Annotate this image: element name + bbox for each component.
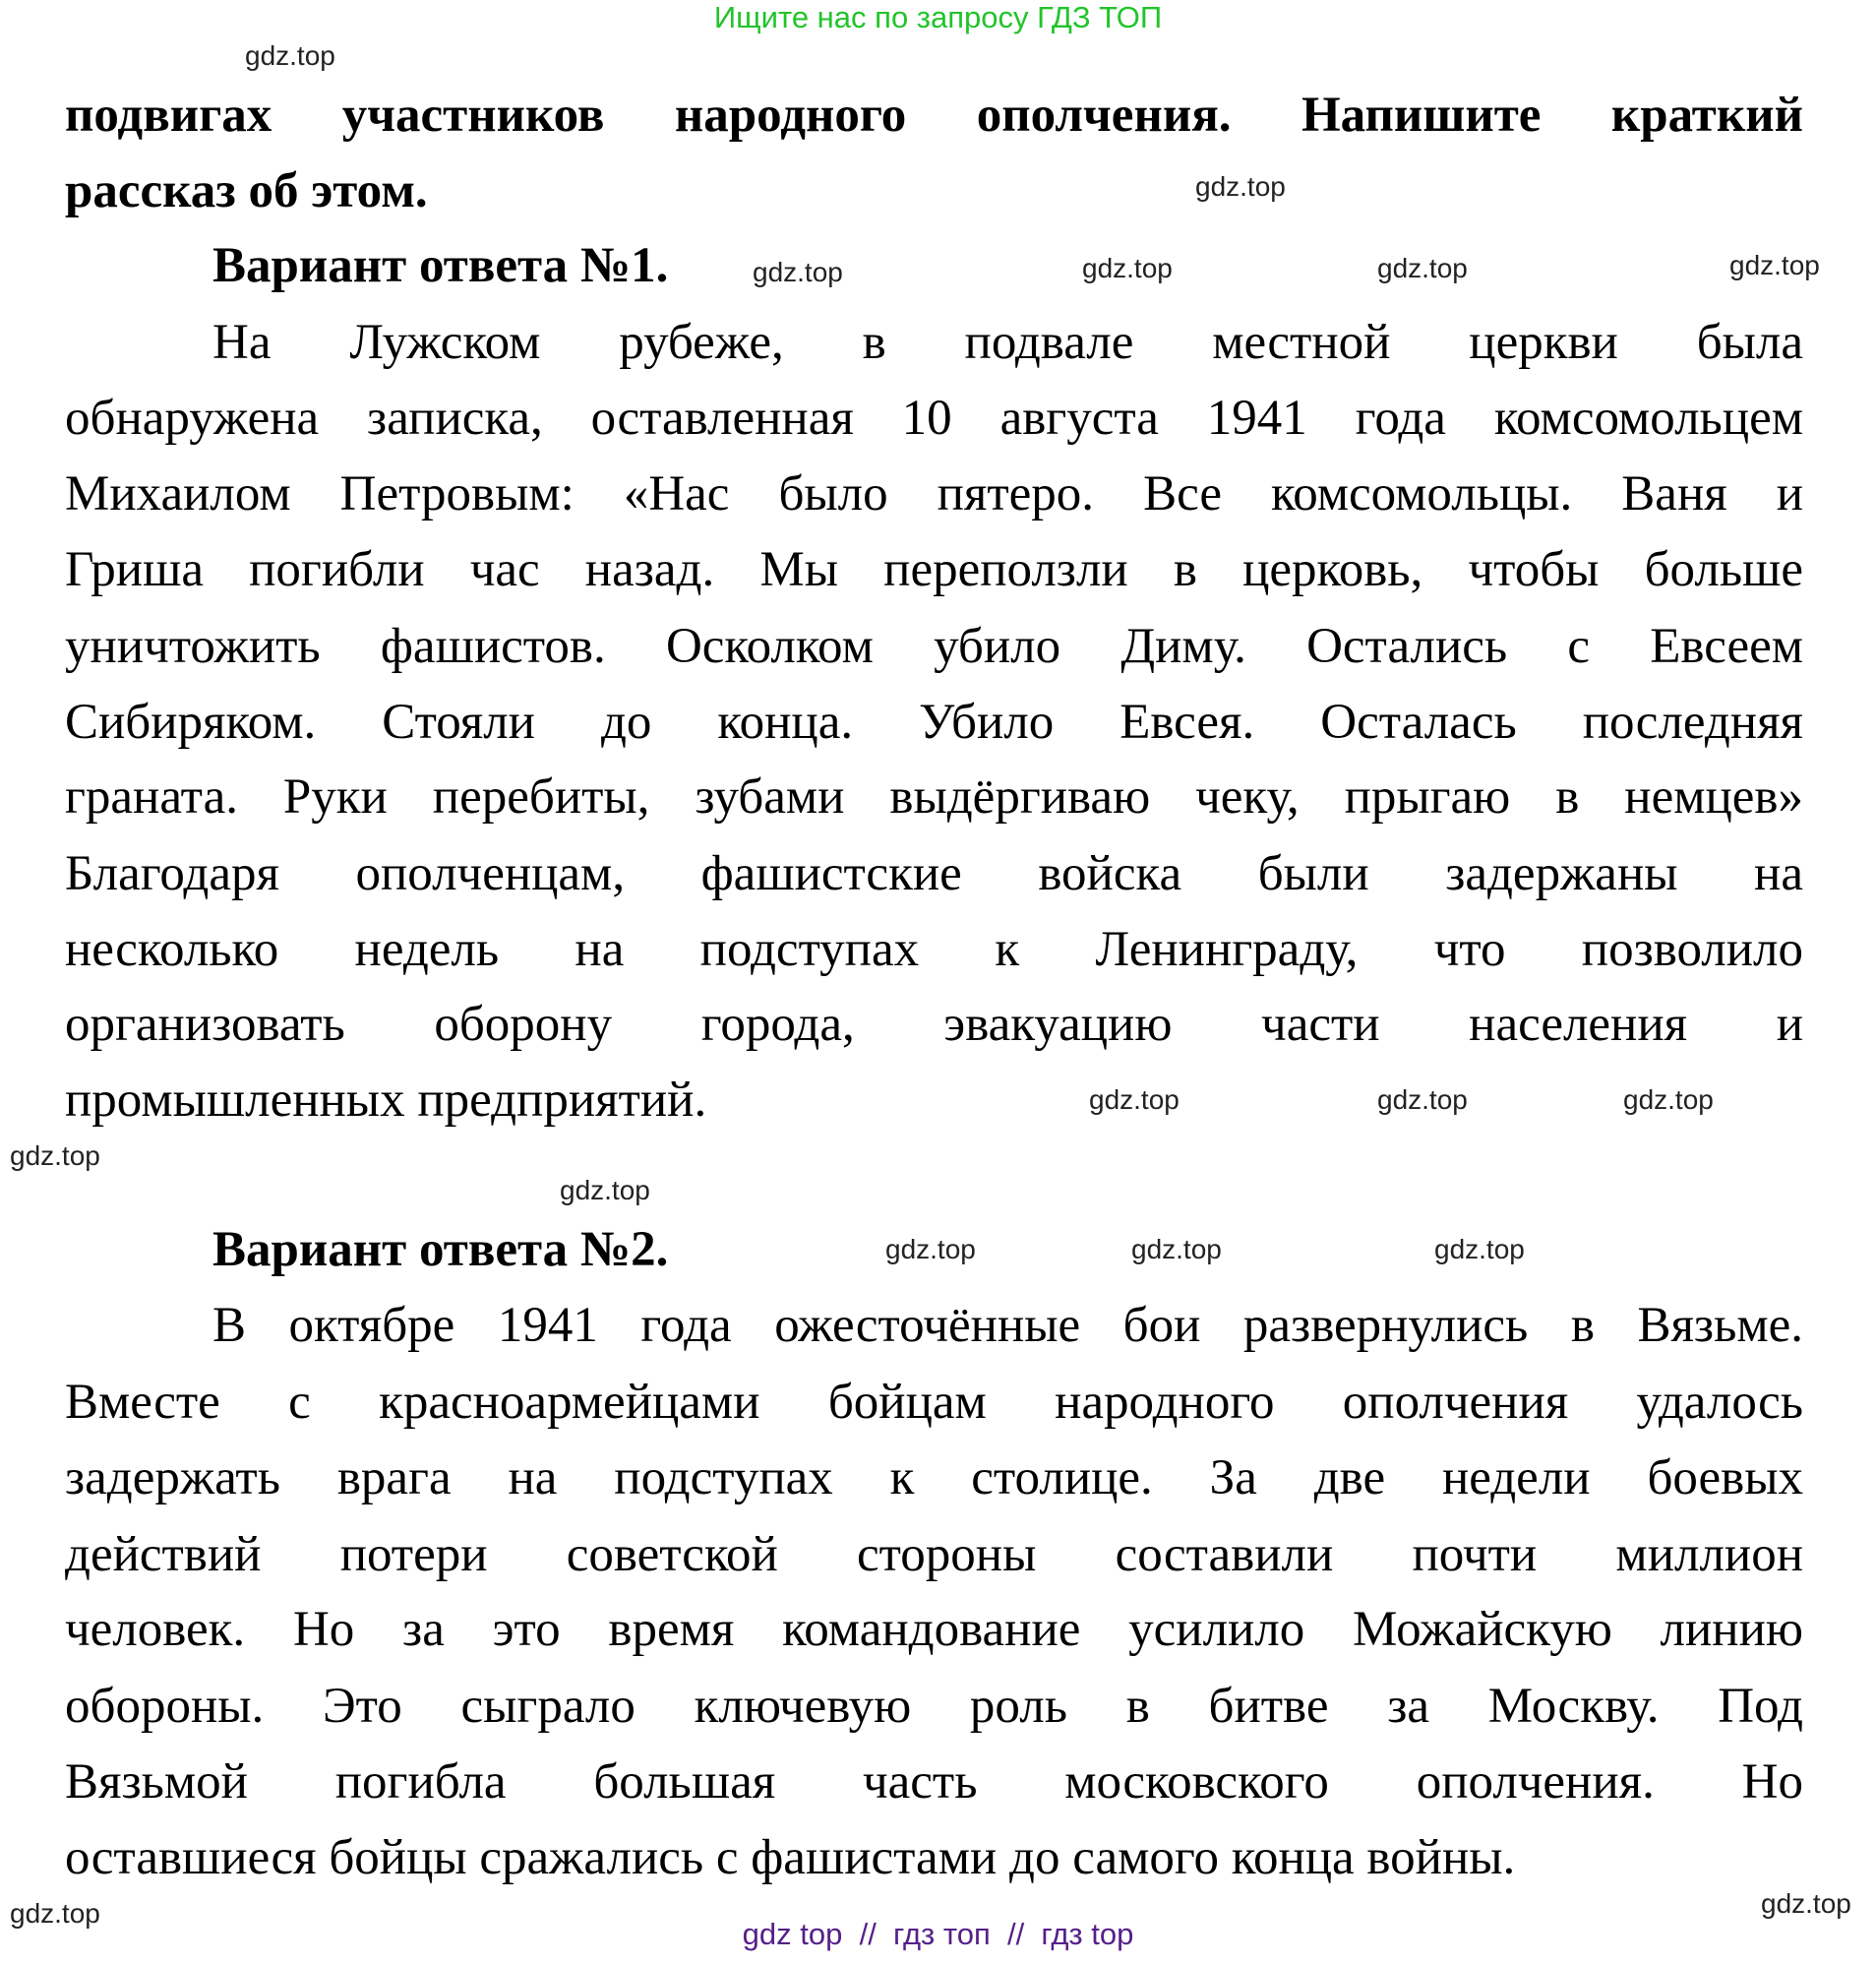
watermark: gdz.top — [245, 40, 335, 71]
answer2-line: действий потери советской стороны составили почти миллион — [65, 1527, 1803, 1582]
answer1-line: Михаилом Петровым: «Нас было пятеро. Все комсомольцы. Ваня и — [65, 466, 1803, 522]
answer1-line: несколько недель на подступах к Ленинграду, что позволило — [65, 922, 1803, 977]
watermark: gdz.top — [1434, 1234, 1525, 1264]
watermark: gdz.top — [1195, 171, 1286, 202]
watermark: gdz.top — [1761, 1888, 1851, 1919]
answer1-line: Сибиряком. Стояли до конца. Убило Евсея. Осталась последняя — [65, 695, 1803, 750]
answer1-line: обнаружена записка, оставленная 10 августа 1941 года комсомольцем — [65, 391, 1803, 446]
answer2-line: задержать врага на подступах к столице. За две недели боевых — [65, 1450, 1803, 1505]
answer1-line: Гриша погибли час назад. Мы переползли в церковь, чтобы больше — [65, 542, 1803, 597]
answer1-line: На Лужском рубеже, в подвале местной церкви была — [212, 315, 1803, 370]
task-line: рассказ об этом. — [65, 163, 428, 218]
answer1-line: организовать оборону города, эвакуацию части населения и — [65, 997, 1803, 1052]
watermark: gdz.top — [1729, 250, 1820, 280]
answer2-line: обороны. Это сыграло ключевую роль в битве за Москву. Под — [65, 1679, 1803, 1734]
watermark: gdz.top — [10, 1140, 100, 1171]
answer2-line: Вместе с красноармейцами бойцам народного ополчения удалось — [65, 1375, 1803, 1430]
answer2-line: Вязьмой погибла большая часть московского ополчения. Но — [65, 1754, 1803, 1810]
watermark: gdz.top — [1377, 253, 1468, 283]
watermark: gdz.top — [1377, 1084, 1468, 1115]
watermark: gdz.top — [1623, 1084, 1714, 1115]
watermark: gdz.top — [885, 1234, 976, 1264]
answer2-line: человек. Но за это время командование усилило Можайскую линию — [65, 1602, 1803, 1657]
watermark: gdz.top — [560, 1175, 650, 1205]
answer1-line: промышленных предприятий. — [65, 1073, 707, 1128]
watermark: gdz.top — [1131, 1234, 1222, 1264]
search-banner: Ищите нас по запросу ГДЗ ТОП — [713, 0, 1163, 34]
answer1-heading: Вариант ответа №1. — [212, 238, 669, 293]
footer-links[interactable]: gdz top // гдз топ // гдз top — [742, 1917, 1134, 1951]
answer2-heading: Вариант ответа №2. — [212, 1222, 669, 1277]
answer1-line: уничтожить фашистов. Осколком убило Диму. Остались с Евсеем — [65, 619, 1803, 674]
task-line: подвигах участников народного ополчения. Напишите краткий — [65, 88, 1803, 143]
watermark: gdz.top — [10, 1898, 100, 1929]
watermark: gdz.top — [1082, 253, 1173, 283]
answer2-line: оставшиеся бойцы сражались с фашистами до самого конца войны. — [65, 1830, 1516, 1885]
watermark: gdz.top — [753, 257, 843, 287]
answer1-line: граната. Руки перебиты, зубами выдёргиваю чеку, прыгаю в немцев» — [65, 769, 1803, 825]
answer1-line: Благодаря ополченцам, фашистские войска были задержаны на — [65, 846, 1803, 901]
answer2-line: В октябре 1941 года ожесточённые бои развернулись в Вязьме. — [212, 1298, 1803, 1353]
watermark: gdz.top — [1089, 1084, 1180, 1115]
